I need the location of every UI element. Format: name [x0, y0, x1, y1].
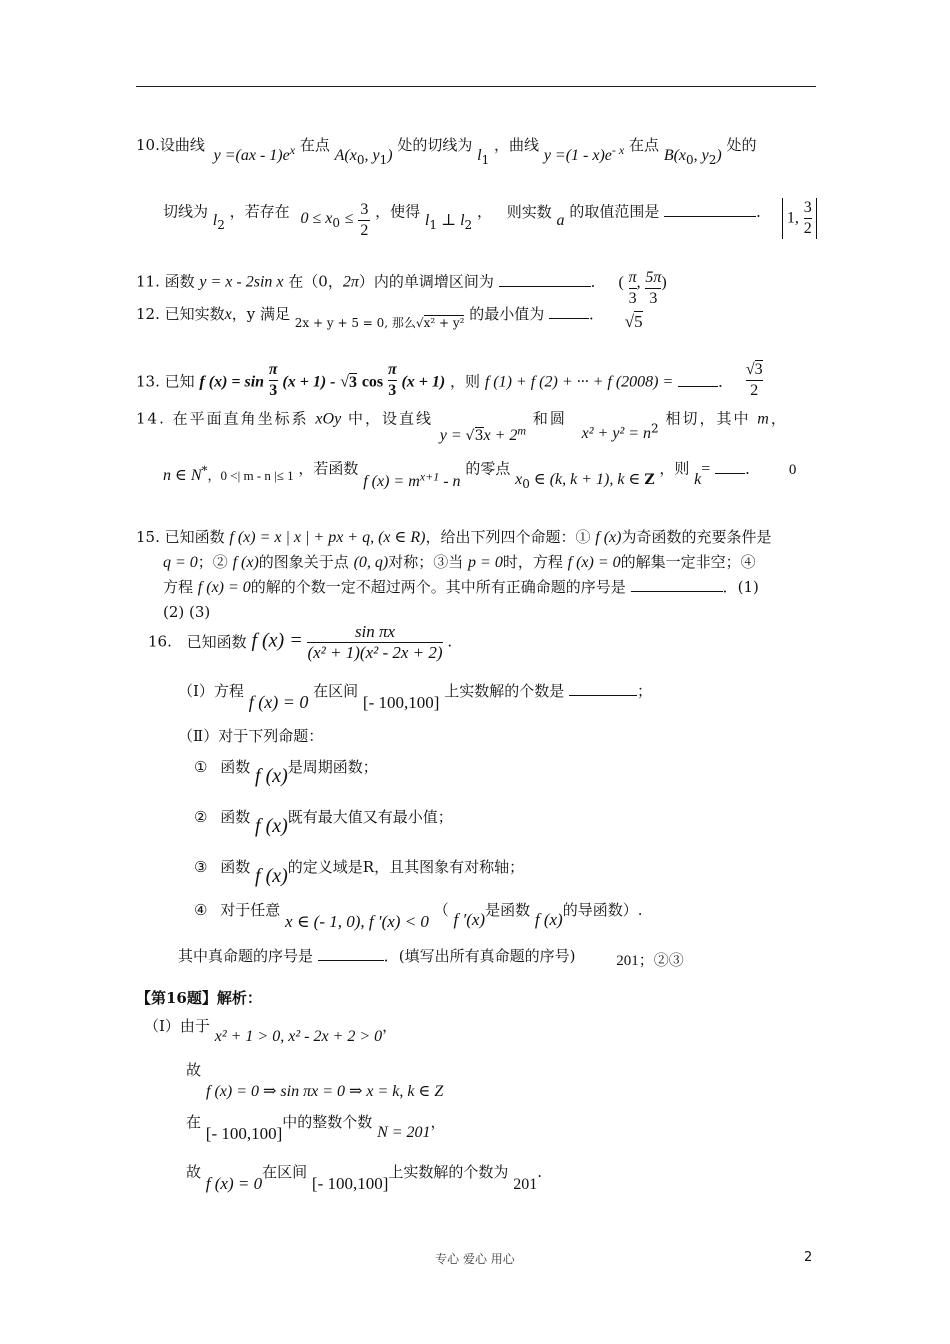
- p10-line1: 10.设曲线 $y =(ax - 1)e^x$ 在点 $A(x_0$, $y_1$) 处的切线为 $l_1$ ，曲线 $y =(1 - x)e^{- x}$ 在点 $B(x_0$, $y_2$) 处的: [136, 136, 757, 167]
- p14-line1: 14. 在平面直角坐标系 xOy 中，设直线 $y = √3x + 2^m$ 和圆 $x^2 + y^2 = n^2$ 相切，其中 m，: [136, 409, 788, 444]
- p15-line1: 15. 已知函数 f (x) = x | x | + px + q, (x ∈ R)，给出下列四个命题：① f (x)为奇函数的充要条件是: [136, 528, 772, 546]
- p15-line4: (2) (3): [163, 603, 211, 621]
- p15-blank: [631, 577, 723, 592]
- solution-heading: 【第16题】解析：: [136, 989, 262, 1007]
- p13-answer: $\frac{√3}{2}$: [745, 361, 763, 399]
- footer-slogan: 专心 爱心 用心: [435, 1252, 515, 1266]
- p12: 12. 已知实数x，y 满足 $_{2x + y + 5 = 0, 那么√x^2 + y^2}$ 的最小值为 ． √5: [136, 305, 643, 331]
- p11-answer: ( $\frac{\pi}{3}$ , $\frac{5\pi}{3}$ ): [618, 269, 667, 307]
- p15-line3: 方程 f (x) = 0的解的个数一定不超过两个。其中所有正确命题的序号是 ．(1): [163, 578, 759, 596]
- page-number: 2: [804, 1250, 813, 1265]
- p16-blank-2: [318, 946, 384, 961]
- p10-frac-3-2: $\frac{3}{2}$: [360, 201, 369, 239]
- p13-blank: [678, 372, 718, 387]
- solution-line2: 故 f (x) = 0 ⇒ sin πx = 0 ⇒ x = k, k ∈ Z: [186, 1061, 444, 1100]
- p11: 11. 函数 y = x - 2sin x 在（0，2π）内的单调增区间为 ． ( $\frac{\pi}{3}$ , $\frac{5\pi}{3}$ ): [136, 269, 667, 307]
- p16-item-4: ④ 对于任意 x ∈ (- 1, 0), f ′(x) < 0 （ f ′(x)是函数 f (x)的导函数）.: [194, 901, 643, 931]
- solution-line1: （Ⅰ）由于 x² + 1 > 0, x² - 2x + 2 > 0，: [144, 1017, 398, 1045]
- p13: 13. 已知 f (x) = sin $\frac{\pi}{3}$ (x + 1) - √3 cos $\frac{\pi}{3}$ (x + 1) ，则 f (1) + f (2) + ··· + f (2008) = ． $\frac{√3}{2}$: [136, 361, 763, 399]
- p16-item-3: ③ 函数 f (x)的定义域是R，且其图象有对称轴；: [194, 858, 525, 887]
- p10-line2: 切线为 $l_2$ ，若存在 $0 \le x_0$ ≤ $\frac{3}{2}$ ，使得 $l_1$ ⊥ $l_2$ ， 则实数 a 的取值范围是 ． 1, $\frac{3}{2}$: [163, 192, 817, 233]
- solution-line4: 故 f (x) = 0在区间 [- 100,100]上实数解的个数为 201.: [186, 1163, 542, 1193]
- p10-blank: [664, 202, 756, 217]
- p10-answer: 1, $\frac{3}{2}$: [782, 198, 817, 239]
- p12-blank: [549, 304, 589, 319]
- sqrt-x2-y2: √x² + y²: [415, 316, 465, 330]
- p16-item-2: ② 函数 f (x)既有最大值又有最小值；: [194, 808, 453, 837]
- p14-line-eq: $y = √3x + 2^m$: [439, 423, 527, 444]
- p16-part1: （Ⅰ）方程 f (x) = 0 在区间 [- 100,100] 上实数解的个数是 ；: [178, 682, 652, 712]
- p16-final: 其中真命题的序号是 ．(填写出所有真命题的序号) 201；②③: [178, 947, 684, 969]
- p11-blank: [499, 272, 591, 287]
- p16-blank-1: [569, 681, 637, 696]
- p16-intro: 16. 已知函数 f (x) = $\frac{\text{sin πx}}{\text{(x² + 1)(x² - 2x + 2)}}$ .: [148, 622, 453, 662]
- p16-fraction: $\frac{\text{sin πx}}{\text{(x² + 1)(x² - 2x + 2)}}$: [307, 622, 443, 662]
- p16-part2-title: （Ⅱ）对于下列命题：: [178, 727, 324, 745]
- p15-line2: q = 0；② f (x)的图象关于点 (0, q)对称；③当 p = 0时，方程 f (x) = 0的解集一定非空；④: [163, 553, 756, 571]
- solution-line3: 在 [- 100,100]中的整数个数 N = 201，: [186, 1113, 446, 1143]
- header-rule: [136, 86, 816, 87]
- p14-circle-eq: $x^2 + y^2 = n^2$: [581, 421, 659, 442]
- p12-answer: √5: [624, 312, 643, 331]
- p14-line2: n ∈ N*，0 <| m - n |≤ 1 ，若函数 f $(x) = m^{x+1} - n$ 的零点 $x_0$ ∈ (k, k + 1), k ∈ Z ，则 k= ． 0: [163, 459, 797, 491]
- p16-item-1: ① 函数 f (x)是周期函数；: [194, 758, 378, 787]
- p14-blank: [715, 459, 745, 474]
